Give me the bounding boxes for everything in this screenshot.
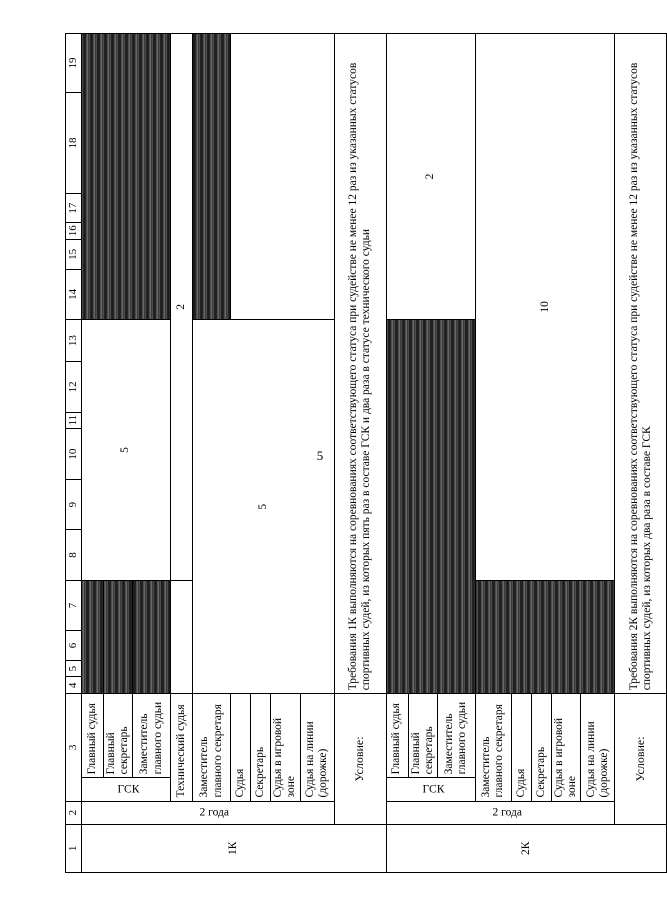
rank1-tech-value: 2: [171, 34, 193, 581]
rank2-gsk-label: ГСК: [386, 778, 475, 801]
role-cell: Главный секретарь: [103, 694, 132, 778]
col-header: 15: [66, 240, 82, 269]
dark-shaded-cell: [193, 34, 231, 320]
role-cell: Судья: [231, 694, 251, 801]
role-cell: Судья в игровой зоне: [551, 694, 580, 801]
rank2-condition-label: Условие:: [615, 694, 667, 824]
page-number: 5: [316, 448, 324, 463]
role-cell: Главный судья: [386, 694, 408, 778]
rank2-other-value: 10: [475, 34, 614, 581]
col-header: 9: [66, 479, 82, 529]
col-header: 17: [66, 193, 82, 222]
dark-shaded-cell: [386, 320, 475, 694]
rank1-period: 2 года: [81, 801, 334, 824]
rank1-condition-label: Условие:: [334, 694, 386, 824]
rank2-condition-row: [615, 34, 667, 873]
role-cell: Секретарь: [251, 694, 271, 801]
header-row: [66, 34, 82, 873]
rank1-condition-row: [334, 34, 386, 873]
empty-cell: [231, 34, 334, 320]
rank1-tech-row: [171, 34, 193, 873]
rank2-period: 2 года: [386, 801, 615, 824]
col-header: 19: [66, 34, 82, 93]
rank2-other-row-1: [475, 34, 511, 873]
col-header: 16: [66, 223, 82, 240]
col-header: 18: [66, 93, 82, 194]
rank1-gsk-value: 5: [81, 320, 170, 581]
dark-shaded-cell: [81, 34, 170, 320]
role-cell: Заместитель главного секретаря: [475, 694, 511, 801]
role-cell: Главный секретарь: [408, 694, 437, 778]
rank1-requirement-text: Требования 1К выполняются на соревнованиях соответствующего статуса при судействе не менее 12 раз из указанных статусов спортивных судей, из которых пять раз в составе ГСК и два раза в статусе технического судьи: [334, 34, 386, 694]
role-cell: Заместитель главного судьи: [133, 694, 171, 778]
col-header: 13: [66, 320, 82, 362]
col-header: 8: [66, 530, 82, 580]
rank2-requirement-text: Требования 2К выполняются на соревнованиях соответствующего статуса при судействе не менее 12 раз из указанных статусов спортивных судей, из которых два раза в составе ГСК: [615, 34, 667, 694]
dark-shaded-cell: [103, 580, 132, 694]
rank1-gsk-row-1: [81, 34, 103, 873]
role-cell: Технический судья: [171, 694, 193, 801]
col-header: 6: [66, 631, 82, 660]
role-cell: Судья на линии (дорожке): [581, 694, 615, 801]
rank1-other-row-1: [193, 34, 231, 873]
col-header: 7: [66, 580, 82, 630]
col-header: 14: [66, 269, 82, 319]
qualification-table-area: [65, 33, 653, 873]
rank1-gsk-label: ГСК: [81, 778, 170, 801]
rank2-label: 2К: [386, 824, 667, 872]
role-cell: Судья на линии (дорожке): [300, 694, 334, 801]
role-cell: Заместитель главного судьи: [437, 694, 475, 778]
qualification-table: [65, 33, 667, 873]
role-cell: Секретарь: [531, 694, 551, 801]
role-cell: Судья: [511, 694, 531, 801]
role-cell: Заместитель главного секретаря: [193, 694, 231, 801]
dark-shaded-cell: [475, 580, 614, 694]
col-header: 10: [66, 429, 82, 479]
col-header: 1: [66, 824, 82, 872]
rank1-label: 1К: [81, 824, 386, 872]
col-header: 12: [66, 362, 82, 412]
role-cell: Судья в игровой зоне: [271, 694, 300, 801]
col-header: 11: [66, 412, 82, 429]
col-header: 5: [66, 660, 82, 677]
col-header: 4: [66, 677, 82, 694]
dark-shaded-cell: [133, 580, 171, 694]
rank1-other-value: 5: [193, 320, 334, 694]
col-header: 2: [66, 801, 82, 824]
rank2-gsk-value: 2: [386, 34, 475, 320]
role-cell: Главный судья: [81, 694, 103, 778]
empty-cell: [171, 580, 193, 694]
col-header: 3: [66, 694, 82, 801]
rank2-gsk-row-1: [386, 34, 408, 873]
dark-shaded-cell: [81, 580, 103, 694]
